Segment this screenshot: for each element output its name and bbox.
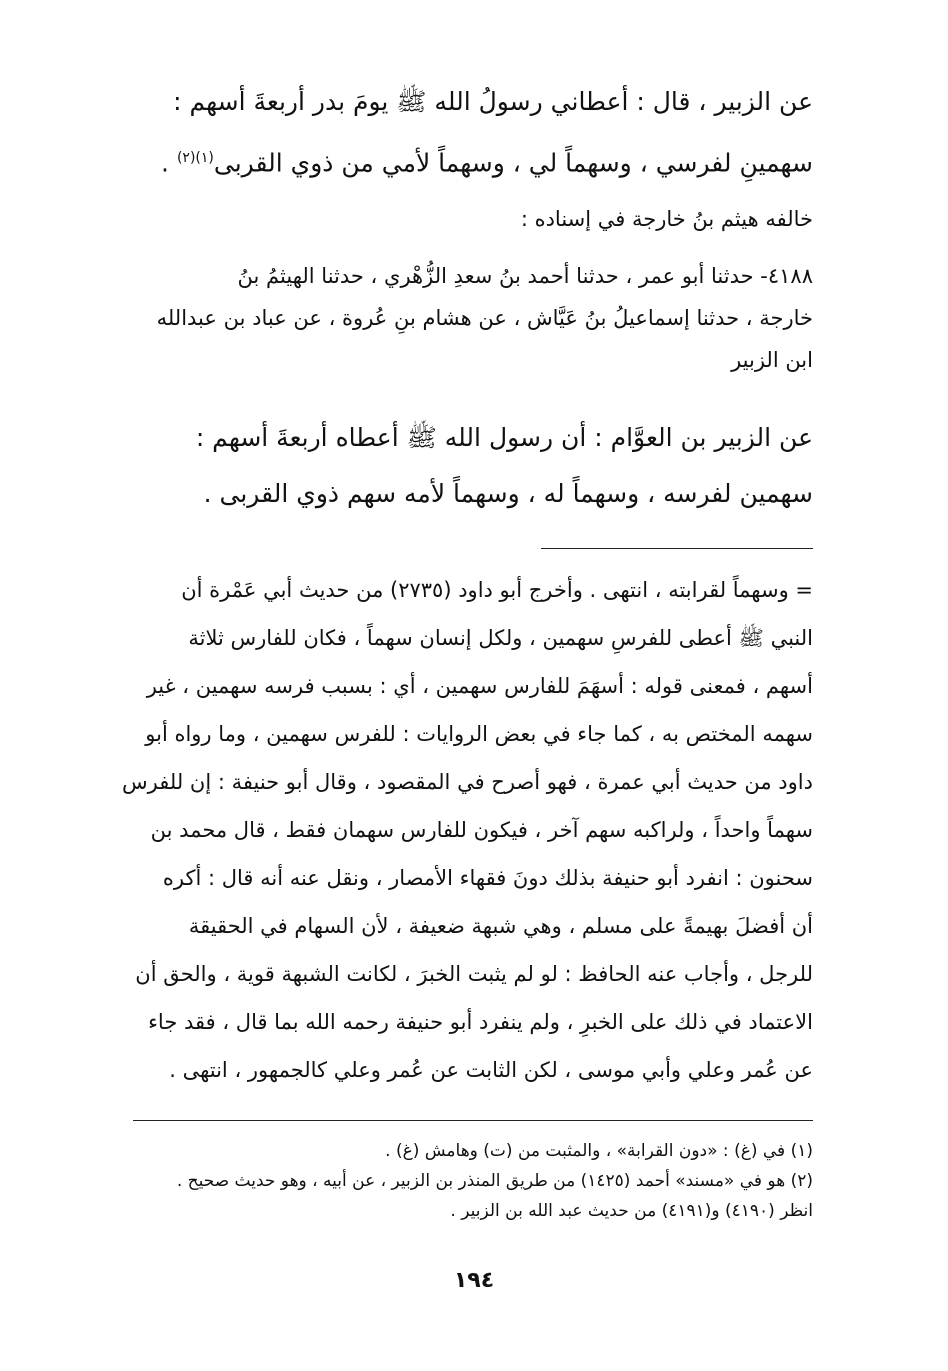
hadith-line-end: . [161, 148, 177, 178]
commentary-line: سهمه المختص به ، كما جاء في بعض الروايات : للفرس سهمين ، وما رواه أبو [145, 722, 813, 746]
isnad-4188 [108, 255, 813, 381]
commentary-line: = وسهماً لقرابته ، انتهى . وأخرج أبو داود (٢٧٣٥) من حديث أبي عَمْرة أن [181, 578, 813, 602]
isnad-line: ابن الزبير [731, 348, 813, 372]
isnad-line: ٤١٨٨- حدثنا أبو عمر ، حدثنا أحمد بنُ سعدِ الزُّهْري ، حدثنا الهيثمُ بنُ [237, 264, 813, 288]
isnad-note-line: خالفه هيثم بنُ خارجة في إسناده : [520, 207, 813, 231]
hadith-text-1 [108, 74, 813, 191]
isnad-line: خارجة ، حدثنا إسماعيلُ بنُ عَيَّاش ، عن هشام بنِ عُروة ، عن عباد بن عبدالله [156, 306, 813, 330]
page-number: ١٩٤ [453, 1268, 495, 1293]
isnad-note [108, 198, 813, 240]
footnotes-separator [133, 1120, 813, 1121]
hadith-text-2 [108, 410, 813, 522]
commentary-line: داود من حديث أبي عمرة ، فهو أصرح في المقصود ، وقال أبو حنيفة : إن للفرس [122, 770, 813, 794]
footnote-line: انظر (٤١٩٠) و(٤١٩١) من حديث عبد الله بن الزبير . [450, 1201, 813, 1221]
commentary-line: أن أفضلَ بهيمةً على مسلم ، وهي شبهة ضعيفة ، لأن السهام في الحقيقة [188, 914, 813, 938]
commentary-line: الاعتماد في ذلك على الخبرِ ، ولم ينفرد أبو حنيفة رحمه الله بما قال ، فقد جاء [148, 1010, 813, 1034]
hadith-line-text: سهمينِ لفرسي ، وسهماً لي ، وسهماً لأمي من ذوي القربى [213, 148, 813, 178]
footnote-refs: (١)(٢) [176, 150, 214, 166]
hadith-line: عن الزبير بن العوَّام : أن رسول الله ﷺ أعطاه أربعةَ أسهم : [195, 423, 813, 452]
commentary [108, 566, 813, 1094]
commentary-line: النبي ﷺ أعطى للفرسِ سهمين ، ولكل إنسان سهماً ، فكان للفارس ثلاثة [188, 626, 813, 650]
hadith-line: عن الزبير ، قال : أعطاني رسولُ الله ﷺ يومَ بدر أربعةَ أسهم : [173, 87, 813, 116]
commentary-line: سهماً واحداً ، ولراكبه سهم آخر ، فيكون للفارس سهمان فقط ، قال محمد بن [150, 818, 813, 842]
commentary-line: عن عُمر وعلي وأبي موسى ، لكن الثابت عن عُمر وعلي كالجمهور ، انتهى . [169, 1058, 813, 1082]
hadith-line: سهمين لفرسه ، وسهماً له ، وسهماً لأمه سهم ذوي القربى . [203, 479, 813, 508]
footnotes [108, 1136, 813, 1226]
commentary-line: أسهم ، فمعنى قوله : أسهَمَ للفارس سهمين ، أي : بسبب فرسه سهمين ، غير [146, 674, 813, 698]
footnote-line: (١) في (غ) : «دون القرابة» ، والمثبت من (ت) وهامش (غ) . [385, 1141, 813, 1161]
hadith-line [108, 130, 813, 191]
commentary-separator [541, 548, 813, 549]
commentary-line: للرجل ، وأجاب عنه الحافظ : لو لم يثبت الخبرَ ، لكانت الشبهة قوية ، والحق أن [135, 962, 813, 986]
commentary-line: سحنون : انفرد أبو حنيفة بذلك دونَ فقهاء الأمصار ، ونقل عنه أنه قال : أكره [162, 866, 813, 890]
footnote-line: (٢) هو في «مسند» أحمد (١٤٢٥) من طريق المنذر بن الزبير ، عن أبيه ، وهو حديث صحيح . [176, 1171, 813, 1191]
